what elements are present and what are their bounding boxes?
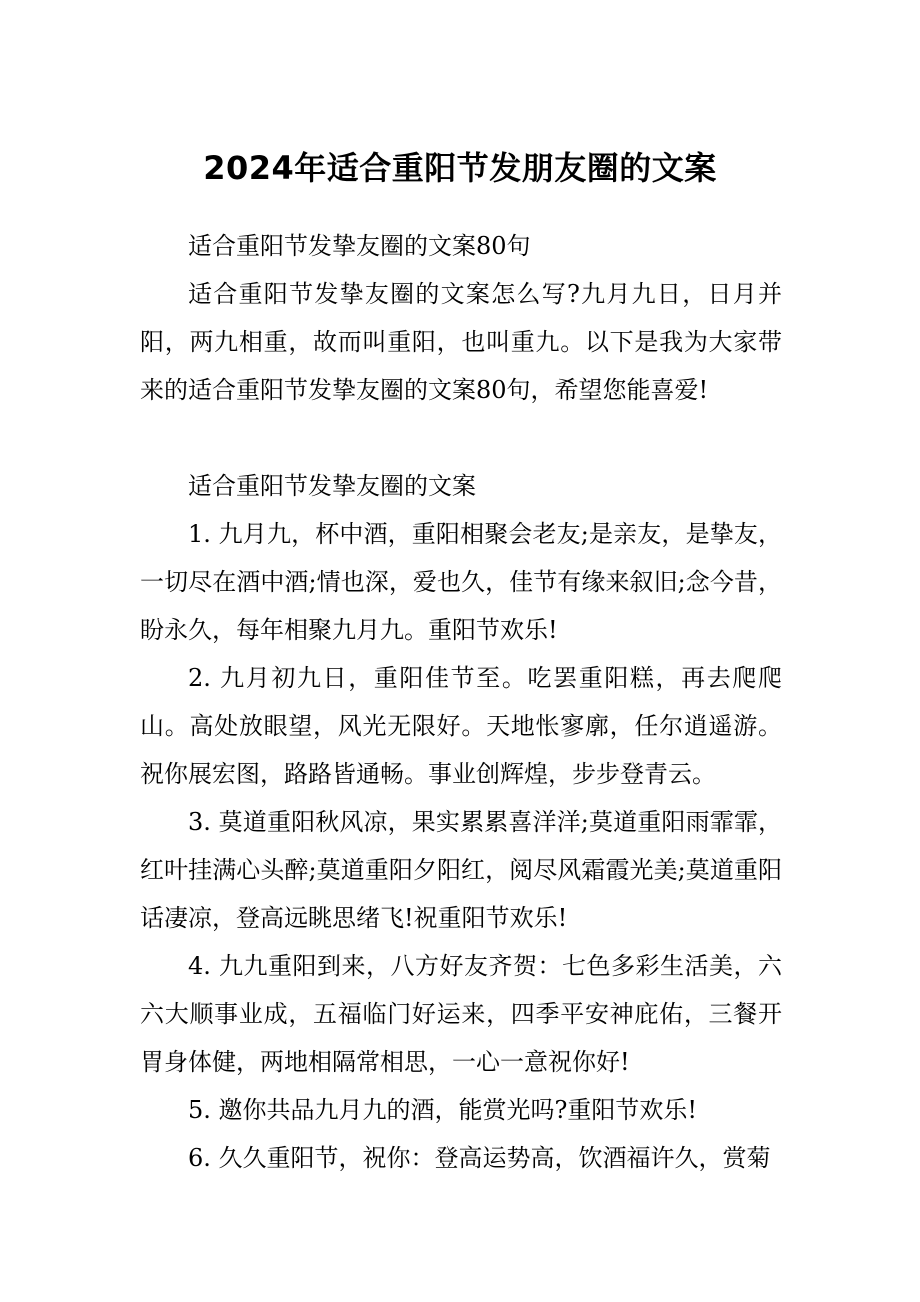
list-item-3: 3. 莫道重阳秋风凉，果实累累喜洋洋;莫道重阳雨霏霏，红叶挂满心头醉;莫道重阳夕阳红，阅尽风霜霞光美;莫道重阳话凄凉，登高远眺思绪飞!祝重阳节欢乐!: [140, 808, 782, 932]
document-body: [140, 222, 782, 1182]
list-item-1: 1. 九月九，杯中酒，重阳相聚会老友;是亲友，是挚友，一切尽在酒中酒;情也深，爱也久，佳节有缘来叙旧;念今昔，盼永久，每年相聚九月九。重阳节欢乐!: [140, 520, 782, 644]
section-heading: 适合重阳节发挚友圈的文案: [188, 472, 476, 500]
intro-paragraph: 适合重阳节发挚友圈的文案怎么写?九月九日，日月并阳，两九相重，故而叫重阳，也叫重九。以下是我为大家带来的适合重阳节发挚友圈的文案80句，希望您能喜爱!: [140, 280, 782, 404]
subtitle-paragraph: 适合重阳节发挚友圈的文案80句: [188, 232, 531, 260]
list-item-4: 4. 九九重阳到来，八方好友齐贺：七色多彩生活美，六六大顺事业成，五福临门好运来，四季平安神庇佑，三餐开胃身体健，两地相隔常相思，一心一意祝你好!: [140, 952, 782, 1076]
list-item-6: 6. 久久重阳节，祝你：登高运势高，饮酒福许久，赏菊: [188, 1144, 771, 1172]
document-title: 2024年适合重阳节发朋友圈的文案: [203, 149, 717, 187]
list-item-5: 5. 邀你共品九月九的酒，能赏光吗?重阳节欢乐!: [188, 1096, 698, 1124]
list-item-2: 2. 九月初九日，重阳佳节至。吃罢重阳糕，再去爬爬山。高处放眼望，风光无限好。天地怅寥廓，任尔逍遥游。祝你展宏图，路路皆通畅。事业创辉煌，步步登青云。: [140, 664, 782, 788]
